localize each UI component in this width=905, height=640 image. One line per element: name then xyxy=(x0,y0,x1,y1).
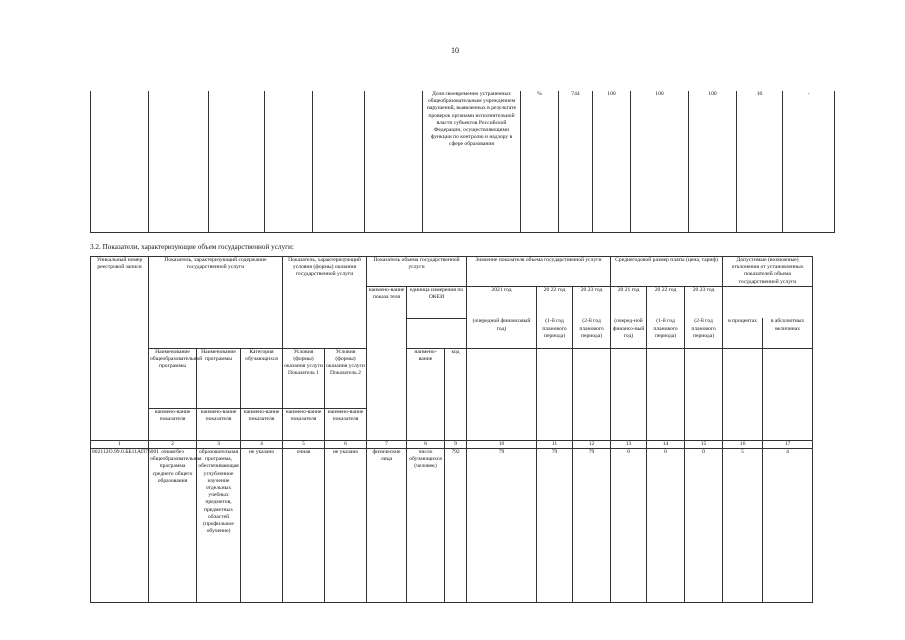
empty-cell xyxy=(149,91,209,232)
column-number: 3 xyxy=(197,440,241,448)
empty-cell xyxy=(91,91,149,232)
column-number: 2 xyxy=(149,440,197,448)
header-deviation-blank xyxy=(723,286,813,318)
header-blank xyxy=(763,348,813,440)
column-number: 12 xyxy=(573,440,611,448)
header-blank xyxy=(647,348,685,440)
header-indicator-label: наимено-вание показателя xyxy=(325,408,367,440)
header-blank xyxy=(573,348,611,440)
header-fee-2023: 20 23 год xyxy=(685,286,723,318)
column-number: 9 xyxy=(445,440,467,448)
header-year-plan-1: (1-й год планового периода) xyxy=(537,318,573,348)
header-indicator-label: наимено-вание показателя xyxy=(283,408,325,440)
column-number: 5 xyxy=(283,440,325,448)
header-blank xyxy=(685,348,723,440)
value-2021-cell: 79 xyxy=(467,449,537,603)
column-number: 13 xyxy=(611,440,647,448)
header-unit-code: код xyxy=(445,348,467,440)
value-2023-cell: 100 xyxy=(689,91,737,232)
condition-2-cell: не указано xyxy=(325,449,367,603)
column-number: 14 xyxy=(647,440,685,448)
fee-2022-cell: 0 xyxy=(647,449,685,603)
header-unit-name: наимено-вание xyxy=(407,348,445,440)
header-blank xyxy=(611,348,647,440)
quality-indicators-table-continued xyxy=(90,91,835,233)
deviation-absolute-cell: 4 xyxy=(763,449,813,603)
column-number: 8 xyxy=(407,440,445,448)
value-2023-cell: 79 xyxy=(573,449,611,603)
column-number: 11 xyxy=(537,440,573,448)
column-number: 16 xyxy=(723,440,763,448)
header-blank xyxy=(537,348,573,440)
unit-code-cell: 792 xyxy=(445,449,467,603)
header-fee-year-current: (очеред-ной финансо-вый год) xyxy=(611,318,647,348)
header-year-current: (очередной финансовый год) xyxy=(467,318,537,348)
column-number: 6 xyxy=(325,440,367,448)
header-value-2022: 20 22 год xyxy=(537,286,573,318)
header-annual-fee: Среднегодовой размер платы (цена, тариф) xyxy=(611,257,723,287)
indicator-name-cell: Доля своевременно устраненных общеобразовательным учреждением нарушений, выявленных в результате проверок органами исполнительной власти субъектов Российской Федерации, осуществляющими функции по контролю и надзору в сфере образования xyxy=(423,91,521,232)
indicator-name-cell: физические лица xyxy=(367,449,407,603)
header-condition-1: Условия (формы) оказания услуги Показатель 1 xyxy=(283,348,325,408)
header-program-name: Наименование общеобразовательной программы xyxy=(149,348,197,408)
header-indicator-label: наимено-вание показателя xyxy=(197,408,241,440)
unit-name-cell: число обучающихся (человек) xyxy=(407,449,445,603)
header-allowed-deviations: Допустимые (возможные) отклонения от установленных показателей объема государственной услуги xyxy=(723,257,813,287)
header-indicator-label: наимено-вание показателя xyxy=(241,408,283,440)
deviation-absolute-cell: - xyxy=(783,91,835,232)
value-2021-cell: 100 xyxy=(593,91,631,232)
fee-2021-cell: 0 xyxy=(611,449,647,603)
deviation-percent-cell: 5 xyxy=(723,449,763,603)
value-2022-cell: 100 xyxy=(631,91,689,232)
program-type-cell: образовательная программа, обеспечивающая углубленное изучение отдельных учебных предметов, предметных областей (профильное обучение) xyxy=(197,449,241,603)
header-value-2023: 20 23 год xyxy=(573,286,611,318)
column-number: 7 xyxy=(367,440,407,448)
header-fee-2021: 20 21 год xyxy=(611,286,647,318)
header-registry-number: Уникальный номер реестровой записи xyxy=(91,257,149,441)
header-student-category: Категория обучающихся xyxy=(241,348,283,408)
header-fee-2022: 20 22 год xyxy=(647,286,685,318)
empty-cell xyxy=(265,91,313,232)
header-program-type: Наименование программы xyxy=(197,348,241,408)
registry-number-cell: 802112О.99.0.ББ11АП76001 xyxy=(91,449,149,603)
section-title: 3.2. Показатели, характеризующие объем государственной услуги: xyxy=(90,243,294,251)
deviation-percent-cell: 10 xyxy=(737,91,783,232)
header-deviation-percent: в процентах xyxy=(723,318,763,348)
fee-2023-cell: 0 xyxy=(685,449,723,603)
header-unit-okei: единица измерения по ОКЕИ xyxy=(407,286,467,318)
header-deviation-absolute: в абсолютных величинах xyxy=(763,318,813,348)
column-number: 15 xyxy=(685,440,723,448)
header-indicator-label: наимено-вание показателя xyxy=(149,408,197,440)
empty-cell xyxy=(365,91,423,232)
header-blank xyxy=(467,348,537,440)
header-volume-indicator: Показатель объема государственной услуги xyxy=(367,257,467,287)
condition-1-cell: очная xyxy=(283,449,325,603)
volume-indicators-table xyxy=(90,256,813,603)
value-2022-cell: 79 xyxy=(537,449,573,603)
header-fee-year-plan-1: (1-й год планового периода) xyxy=(647,318,685,348)
header-indicator-name: наимено-вание показа теля xyxy=(367,286,407,440)
header-year-plan-2: (2-й год планового периода) xyxy=(573,318,611,348)
header-conditions-indicator: Показатель, характеризующий условия (формы) оказания государственной услуги xyxy=(283,257,367,349)
header-condition-2: Условия (формы) оказания услуги Показатель 2 xyxy=(325,348,367,408)
okei-cell: 744 xyxy=(559,91,593,232)
header-blank xyxy=(723,348,763,440)
empty-cell xyxy=(209,91,265,232)
column-number: 10 xyxy=(467,440,537,448)
column-number: 1 xyxy=(91,440,149,448)
empty-cell xyxy=(313,91,365,232)
column-number: 17 xyxy=(763,440,813,448)
page-number: 10 xyxy=(451,46,459,55)
header-unit-blank xyxy=(407,318,467,348)
column-number: 4 xyxy=(241,440,283,448)
header-value-2021: 2021 год xyxy=(467,286,537,318)
student-category-cell: не указано xyxy=(241,449,283,603)
header-volume-value: Значение показателя объема государственной услуги xyxy=(467,257,611,287)
header-fee-year-plan-2: (2-й год планового периода) xyxy=(685,318,723,348)
program-name-cell: очная/без общеобразовательная программа среднего общего образования xyxy=(149,449,197,603)
unit-cell: % xyxy=(521,91,559,232)
header-content-indicator: Показатель, характеризующий содержание государственной услуги xyxy=(149,257,283,349)
